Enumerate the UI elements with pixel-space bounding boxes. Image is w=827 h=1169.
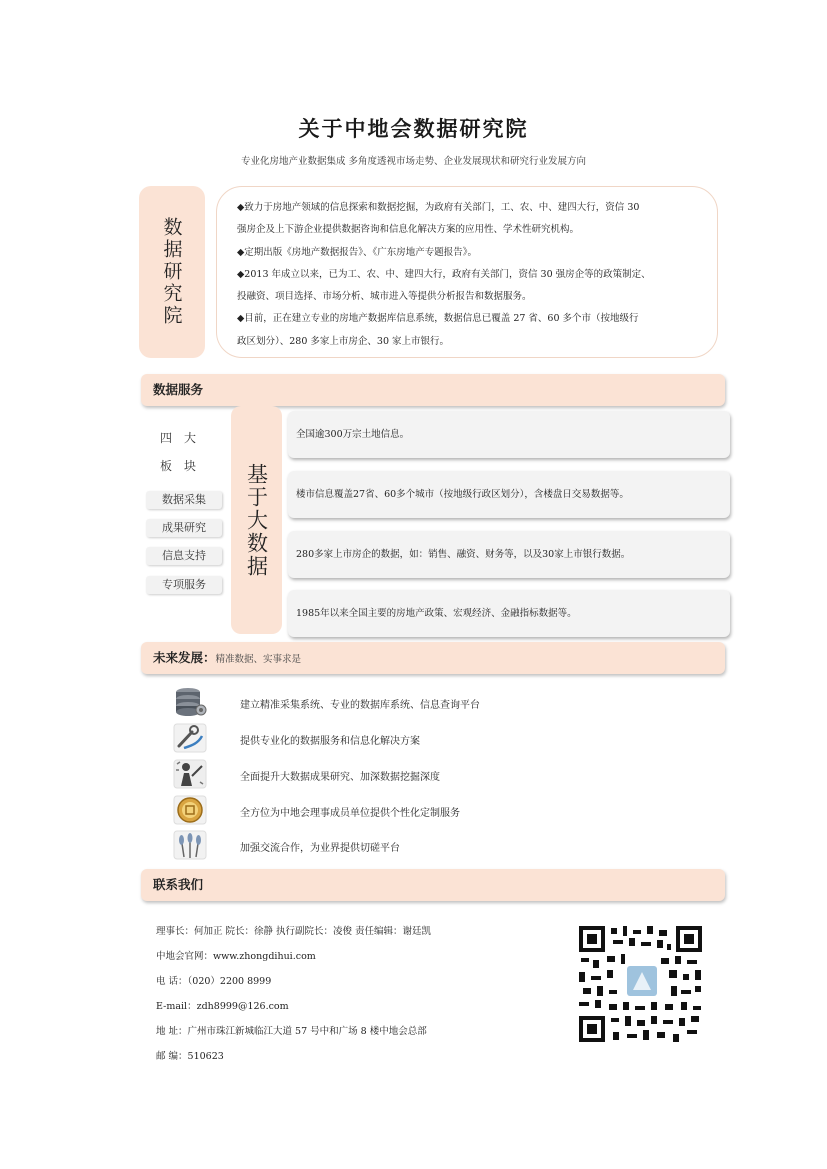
tools-icon xyxy=(172,722,208,754)
service-card: 280多家上市房企的数据，如：销售、融资、财务等，以及30家上市银行数据。 xyxy=(288,531,730,578)
page-title: 关于中地会数据研究院 xyxy=(298,116,529,141)
section-title: 数据服务 xyxy=(153,382,204,397)
tag-info-support: 信息支持 xyxy=(146,547,222,565)
qr-code-image xyxy=(577,924,704,1044)
section-bar-future xyxy=(141,642,725,674)
section-subtitle: 精准数据、实事求是 xyxy=(215,654,302,665)
intro-line: ◆致力于房地产领域的信息探索和数据挖掘，为政府有关部门，工、农、中、建四大行，资信 30 xyxy=(237,202,640,213)
intro-line: ◆定期出版《房地产数据报告》、《广东房地产专题报告》。 xyxy=(237,246,478,258)
future-item-text: 提供专业化的数据服务和信息化解决方案 xyxy=(240,736,420,747)
contact-address: 地 址：广州市珠江新城临江大道 57 号中和广场 8 楼中地会总部 xyxy=(156,1026,427,1037)
service-card: 1985年以来全国主要的房地产政策、宏观经济、金融指标数据等。 xyxy=(288,590,730,637)
intro-box xyxy=(216,186,718,358)
contact-website: 中地会官网：www.zhongdihui.com xyxy=(156,951,316,962)
research-icon xyxy=(172,758,208,790)
section-title: 未来发展： xyxy=(153,650,216,665)
page-subtitle: 专业化房地产业数据集成 多角度透视市场走势、企业发展现状和研究行业发展方向 xyxy=(240,156,587,167)
big-data-label-box xyxy=(231,406,282,634)
tag-research: 成果研究 xyxy=(146,519,222,537)
intro-heading: 数据研究院 xyxy=(160,217,183,327)
section-bar-contact xyxy=(141,869,725,901)
service-card: 楼市信息覆盖27省、60多个城市（按地级行政区划分），含楼盘日交易数据等。 xyxy=(288,471,730,518)
service-card: 全国逾300万宗土地信息。 xyxy=(288,411,730,458)
four-blocks-label: 四大板块 xyxy=(160,431,209,473)
tag-special-service: 专项服务 xyxy=(146,576,222,594)
intro-line: ◆2013 年成立以来，已为工、农、中、建四大行，政府有关部门，资信 30 强房企等的政策制定、 xyxy=(237,268,651,280)
big-data-label: 基于大数据 xyxy=(244,462,269,578)
contact-phone: 电 话：（020）2200 8999 xyxy=(156,976,272,987)
service-badge-icon xyxy=(172,794,208,826)
intro-line: 投融资、项目选择、市场分析、城市进入等提供分析报告和数据服务。 xyxy=(237,291,532,303)
contact-postcode: 邮 编：510623 xyxy=(156,1051,224,1062)
contact-staff: 理事长：何加正 院长：徐静 执行副院长：凌俊 责任编辑：谢廷凯 xyxy=(156,926,432,937)
tag-data-collection: 数据采集 xyxy=(146,491,222,509)
section-title: 联系我们 xyxy=(153,877,204,892)
section-bar-services xyxy=(141,374,725,406)
future-item-text: 建立精准采集系统、专业的数据库系统、信息查询平台 xyxy=(240,700,480,711)
intro-line: ◆目前，正在建立专业的房地产数据库信息系统，数据信息已覆盖 27 省、60 多个市（按地级行 xyxy=(237,313,639,325)
future-item-text: 加强交流合作，为业界提供切磋平台 xyxy=(240,843,400,854)
future-item-text: 全面提升大数据成果研究、加深数据挖掘深度 xyxy=(240,772,440,783)
contact-email: E-mail：zdh8999@126.com xyxy=(156,1001,289,1012)
intro-line: 政区划分）、280 多家上市房企、30 家上市银行。 xyxy=(237,335,450,347)
intro-line: 强房企及上下游企业提供数据咨询和信息化解决方案的应用性、学术性研究机构。 xyxy=(237,224,580,236)
wheat-icon xyxy=(172,829,208,861)
database-icon xyxy=(172,686,208,718)
intro-heading-box xyxy=(139,186,205,358)
future-item-text: 全方位为中地会理事成员单位提供个性化定制服务 xyxy=(240,808,460,819)
